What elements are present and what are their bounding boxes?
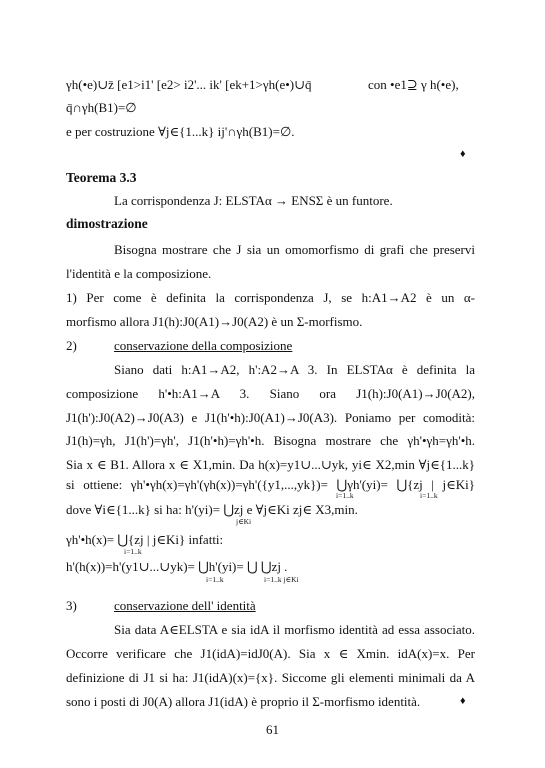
proof-line-8: J1(h)=γh, J1(h')=γh', J1(h'•h)=γh'•h. Bisogna mostrare che γh'•γh=γh'•h.	[66, 433, 475, 448]
page-number: 61	[266, 722, 279, 737]
proof-line-14: Sia data A∈ELSTA e sia idA il morfismo identità ad essa associato.	[114, 622, 475, 637]
proof-line-10: si ottiene: γh'•γh(x)=γh'(γh(x))=γh'({y1,...,yk})= ⋃γh'(yi)= ⋃{zj | j∈Ki}	[66, 477, 475, 492]
proof-line-12-sub: i=1..k	[124, 547, 142, 556]
item-3-number: 3)	[66, 598, 77, 613]
line-1a: γh(•e)∪z̄ [e1>i1' [e2> i2'... ik' [ek+1>γh(e•)∪q̄	[66, 77, 312, 92]
proof-line-13-sub-1: i=1..k	[206, 575, 224, 584]
proof-line-17: sono i posti di J0(A) allora J1(idA) è proprio il Σ-morfismo identità.	[66, 694, 421, 709]
proof-line-9: Sia x ∈ B1. Allora x ∈ X1,min. Da h(x)=y1∪...∪yk, yi∈ X2,min ∀j∈{1...k}	[66, 457, 475, 472]
proof-line-2: l'identità e la composizione.	[66, 266, 212, 281]
line-1b: con •e1⊇ γ h(•e),	[368, 77, 459, 92]
proof-title: dimostrazione	[66, 216, 148, 231]
item-2-number: 2)	[66, 338, 77, 353]
item-2-heading: conservazione della composizione	[114, 338, 293, 353]
theorem-statement: La corrispondenza J: ELSTAα → ENSΣ è un funtore.	[114, 193, 393, 208]
proof-line-13: h'(h(x))=h'(y1∪...∪yk)= ⋃h'(yi)= ⋃ ⋃zj .	[66, 559, 288, 574]
proof-line-6: composizione h'•h:A1→A 3. Siano ora J1(h):J0(A1)→J0(A2),	[66, 386, 475, 401]
proof-line-5: Siano dati h:A1→A2, h':A2→A 3. In ELSTAα è definita la	[114, 362, 475, 377]
proof-line-11: dove ∀i∈{1...k} si ha: h'(yi)= ⋃zj e ∀j∈Ki zj∈ X3,min.	[66, 502, 358, 517]
proof-line-4: morfismo allora J1(h):J0(A1)→J0(A2) è un Σ-morfismo.	[66, 314, 363, 329]
proof-line-16: definizione di J1 si ha: J1(idA)(x)={x}. Siccome gli elementi minimali da A	[66, 670, 475, 685]
proof-line-11-sub: j∈Ki	[236, 517, 252, 526]
line-3: e per costruzione ∀j∈{1...k} ij'∩γh(B1)=∅.	[66, 124, 295, 139]
proof-line-10-sub-2: i=1..k	[420, 491, 438, 500]
proof-line-7: J1(h'):J0(A2)→J0(A3) e J1(h'•h):J0(A1)→J0(A3). Poniamo per comodità:	[66, 410, 475, 425]
theorem-title: Teorema 3.3	[66, 170, 137, 185]
proof-line-10-sub-1: i=1..k	[336, 491, 354, 500]
item-3-heading: conservazione dell' identità	[114, 598, 256, 613]
end-mark-2: ♦	[460, 695, 466, 707]
proof-line-12: γh'•h(x)= ⋃{zj | j∈Ki} infatti:	[66, 532, 224, 547]
proof-line-1: Bisogna mostrare che J sia un omomorfismo di grafi che preservi	[114, 242, 475, 257]
proof-line-13-sub-2: i=1..k j∈Ki	[264, 575, 299, 584]
proof-line-3: 1) Per come è definita la corrispondenza J, se h:A1→A2 è un α-	[66, 290, 475, 305]
line-2: q̄∩γh(B1)=∅	[66, 100, 137, 115]
end-mark-1: ♦	[460, 148, 466, 160]
proof-line-15: Occorre verificare che J1(idA)=idJ0(A). Sia x ∈ Xmin. idA(x)=x. Per	[66, 646, 475, 661]
